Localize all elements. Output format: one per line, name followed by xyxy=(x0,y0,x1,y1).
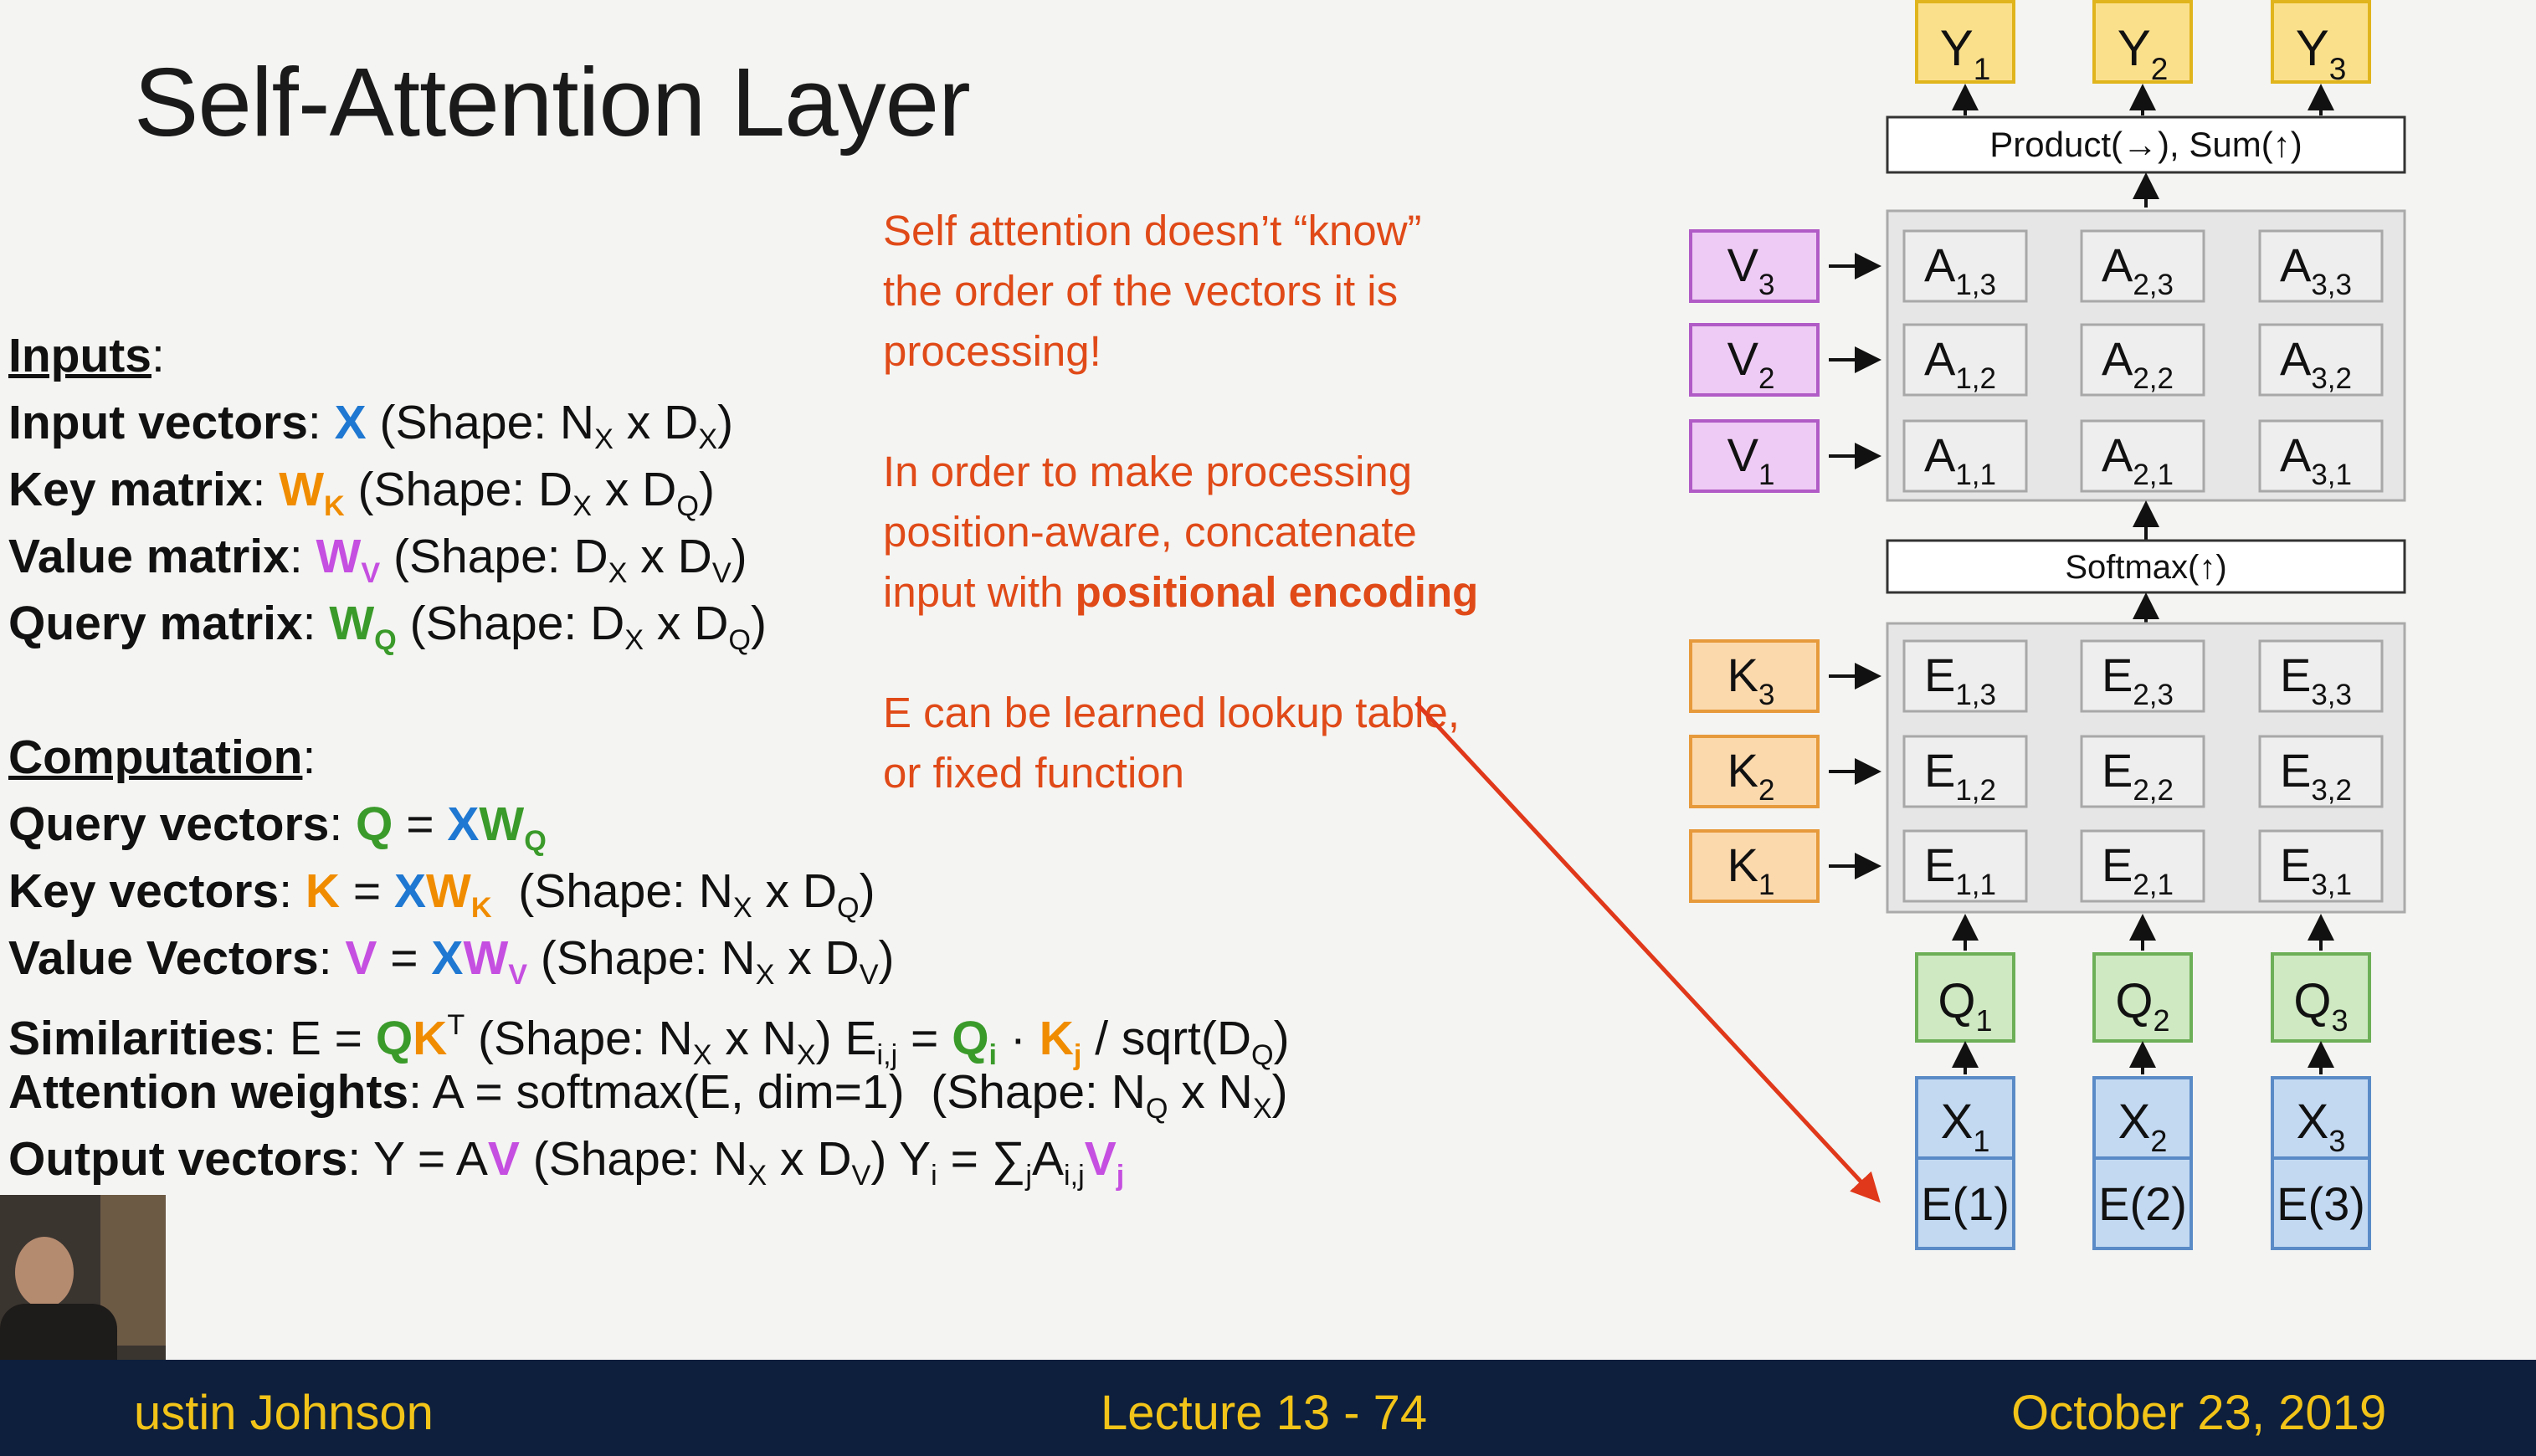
query-q2-label: $Q_2$ xyxy=(2115,974,2170,1038)
attn-cell-label-3-2: $A_{3,2}$ xyxy=(2279,332,2353,395)
query-matrix-line: Query matrix: $W_Q$ (Shape: $D_X$ x $D_Q$) xyxy=(8,597,767,656)
attn-cell-label-2-2: $A_{2,2}$ xyxy=(2101,332,2174,395)
note-lookup: E can be learned lookup table, or fixed function xyxy=(883,689,1460,797)
sim-cell-label-2-1: $E_{2,1}$ xyxy=(2101,838,2174,901)
input-vectors-line: Input vectors: X (Shape: $N_X$ x $D_X$) xyxy=(8,396,734,455)
posenc-e3-label: E(3) xyxy=(2277,1177,2365,1230)
sim-cell-label-2-2: $E_{2,2}$ xyxy=(2101,744,2174,807)
sim-cell-label-3-1: $E_{3,1}$ xyxy=(2279,838,2353,901)
sim-cell-label-3-3: $E_{3,3}$ xyxy=(2279,649,2353,711)
computation-header: Computation xyxy=(8,731,303,784)
footer-author: ustin Johnson xyxy=(134,1386,434,1440)
key-k3-label: $K_3$ xyxy=(1727,649,1775,711)
query-q1-label: $Q_1$ xyxy=(1938,974,1993,1038)
key-matrix-line: Key matrix: $W_K$ (Shape: $D_X$ x $D_Q$) xyxy=(8,463,715,522)
attn-cell-label-2-1: $A_{2,1}$ xyxy=(2101,428,2174,491)
value-v2-label: $V_2$ xyxy=(1727,332,1775,395)
posenc-e2-label: E(2) xyxy=(2098,1177,2187,1230)
attn-cell-label-2-3: $A_{2,3}$ xyxy=(2101,238,2174,301)
note-positional: In order to make processing position-aware, concatenate input with positional encoding xyxy=(883,448,1479,616)
definitions-text: Inputs: Input vectors: X (Shape: $N_X$ x $D_X$) Key matrix: $W_K$ (Shape: $D_X$ x $D_Q$) Value matrix: $W_V$ (Shape: $D_X$ x $D_V$) Query matrix: $W_Q$ (Shape: $D_X$ x $D_Q$) Computation: Query vectors: $Q = XW_Q$ Key vectors: $K = XW_K$ (Shape: $N_X$ x $D_Q$) Value Vectors: $V = XW_V$ (Shape: $N_X$ x $D_V$) Similarities: $E = QK^T$ (Shape: $N_X$ x $N_X$) $E_{i,j} = Q_i \cdot K_j$ / $sqrt(D_Q)$ Attention weights: A = softmax(E, dim=1) (Shape: $N_Q$ x $N_X$) Output vectors: Y = AV (Shape: $N_X$ x $D_V$) $Y_i = \sum_jA_{i,j}V_j$ xyxy=(8,329,1290,1192)
attn-cell-label-1-3: $A_{1,3}$ xyxy=(1923,238,1997,301)
attn-cell-label-3-3: $A_{3,3}$ xyxy=(2279,238,2353,301)
value-vectors-line: Value Vectors: $V = XW_V$ (Shape: $N_X$ x $D_V$) xyxy=(8,931,895,991)
query-vectors-line: Query vectors: $Q = XW_Q$ xyxy=(8,797,547,857)
sim-cell-label-1-2: $E_{1,2}$ xyxy=(1923,744,1997,807)
value-v1-label: $V_1$ xyxy=(1727,428,1775,491)
sim-cell-label-3-2: $E_{3,2}$ xyxy=(2279,744,2353,807)
attention-weights-line: Attention weights: A = softmax(E, dim=1) (Shape: $N_Q$ x $N_X$) xyxy=(8,1065,1288,1125)
footer-lecture: Lecture 13 - 74 xyxy=(1101,1386,1428,1440)
sim-cell-label-2-3: $E_{2,3}$ xyxy=(2101,649,2174,711)
key-k1-label: $K_1$ xyxy=(1727,838,1775,901)
footer-bar xyxy=(0,1360,2536,1456)
footer-date: October 23, 2019 xyxy=(2011,1386,2387,1440)
value-matrix-line: Value matrix: $W_V$ (Shape: $D_X$ x $D_V$) xyxy=(8,530,747,589)
key-k2-label: $K_2$ xyxy=(1727,744,1775,807)
similarities-line: Similarities: $E = QK^T$ (Shape: $N_X$ x $N_X$) $E_{i,j} = Q_i \cdot K_j$ / $sqrt(D_Q)$ xyxy=(8,1009,1290,1071)
inputs-header: Inputs xyxy=(8,329,151,382)
note-order: Self attention doesn’t “know” the order of the vectors it is processing! xyxy=(883,207,1422,375)
output-vectors-line: Output vectors: Y = AV (Shape: $N_X$ x $D_V$) $Y_i = \sum_jA_{i,j}V_j$ xyxy=(8,1132,1125,1192)
input-x1-label: $X_1$ xyxy=(1940,1095,1990,1158)
query-q3-label: $Q_3$ xyxy=(2293,974,2349,1038)
output-y1-label: $Y_1$ xyxy=(1939,20,1991,86)
attn-cell-label-1-1: $A_{1,1}$ xyxy=(1923,428,1997,491)
attn-cell-label-3-1: $A_{3,1}$ xyxy=(2279,428,2353,491)
sim-cell-label-1-1: $E_{1,1}$ xyxy=(1923,838,1997,901)
product-sum-label: Product(→), Sum(↑) xyxy=(1989,125,2302,164)
input-x3-label: $X_3$ xyxy=(2296,1095,2346,1158)
softmax-label: Softmax(↑) xyxy=(2065,549,2227,586)
slide-title: Self-Attention Layer xyxy=(134,48,970,156)
posenc-e1-label: E(1) xyxy=(1921,1177,2010,1230)
value-v3-label: $V_3$ xyxy=(1727,238,1775,301)
sim-cell-label-1-3: $E_{1,3}$ xyxy=(1923,649,1997,711)
output-y3-label: $Y_3$ xyxy=(2295,20,2347,86)
attn-cell-label-1-2: $A_{1,2}$ xyxy=(1923,332,1997,395)
output-y2-label: $Y_2$ xyxy=(2117,20,2169,86)
key-vectors-line: Key vectors: $K = XW_K$ (Shape: $N_X$ x $D_Q$) xyxy=(8,864,875,924)
input-x2-label: $X_2$ xyxy=(2118,1095,2168,1158)
